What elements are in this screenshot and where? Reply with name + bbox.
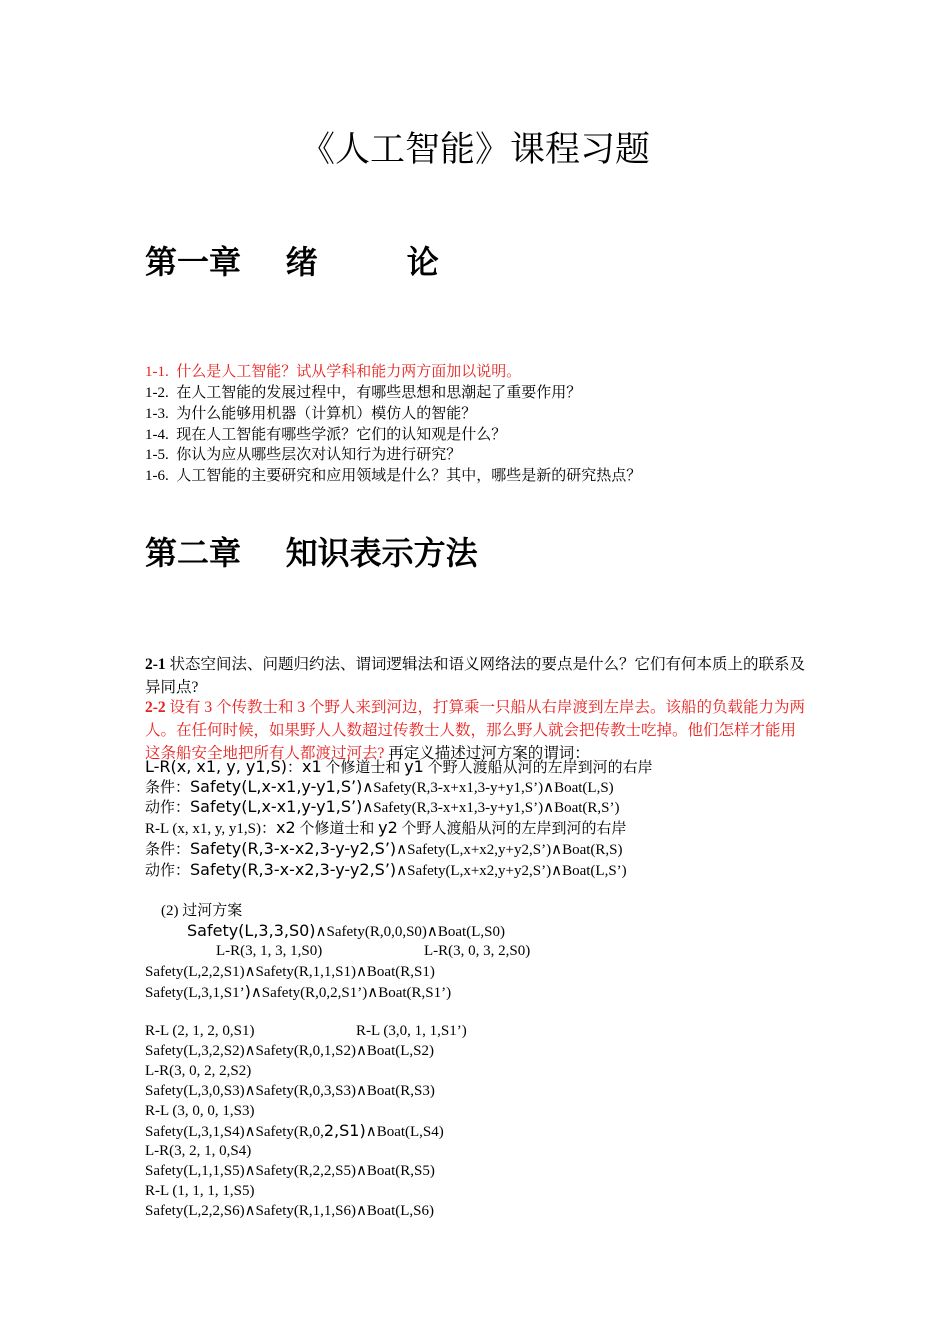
rl-condition-label: 条件： xyxy=(145,842,191,858)
plan-step5: L-R(3, 2, 1, 0,S4) xyxy=(145,1143,252,1159)
rl-action-formula-b: ∧Safety(L,x+x2,y+y2,S’)∧Boat(L,S’) xyxy=(396,863,627,879)
lr-colon: ： xyxy=(287,760,303,776)
question-1-5: 1-5. 你认为应从哪些层次对认知行为进行研究？ xyxy=(145,447,462,463)
plan-state-s6: Safety(L,2,2,S6)∧Safety(R,1,1,S6)∧Boat(L,S6) xyxy=(145,1203,435,1219)
plan-state-s4-c: ∧Boat(L,S4) xyxy=(365,1124,444,1140)
lr-action-label: 动作： xyxy=(145,800,191,816)
rl-condition-formula-b: ∧Safety(L,x+x2,y+y2,S’)∧Boat(R,S) xyxy=(396,842,623,858)
plan-step3: L-R(3, 0, 2, 2,S2) xyxy=(145,1063,252,1079)
lr-y1: y1 xyxy=(404,757,424,776)
lr-text-a: 个修道士和 xyxy=(321,760,405,776)
question-1-1: 1-1. 什么是人工智能？试从学科和能力两方面加以说明。 xyxy=(145,364,522,380)
chapter2-heading: 第二章 知识表示方法 xyxy=(145,534,478,572)
rl-x2: x2 xyxy=(275,818,296,837)
lr-signature: L-R(x, x1, y, y1,S) xyxy=(145,757,287,776)
lr-condition xyxy=(145,777,614,798)
lr-condition-formula-a: Safety(L,x-x1,y-y1,S’) xyxy=(190,777,363,796)
plan-state-s0 xyxy=(187,921,505,942)
plan-state-s4 xyxy=(145,1121,444,1142)
chapter1-heading: 第一章 绪 论 xyxy=(145,243,439,281)
lr-condition-label: 条件： xyxy=(145,780,191,796)
plan-state-s0-b: ∧Safety(R,0,0,S0)∧Boat(L,S0) xyxy=(315,924,505,940)
plan-state-s1p-a: Safety(L,3,1,S1’ xyxy=(145,985,245,1001)
question-2-2-text: 设有 3 个传教士和 3 个野人来到河边，打算乘一只船从右岸渡到左岸去。该船的负载能力为两人。在任何时候，如果野人人数超过传教士人数，那么野人就会把传教士吃掉。他们怎样才能用这条船安全地把所有人都渡过河去? xyxy=(145,699,806,762)
lr-action xyxy=(145,797,620,818)
lr-definition xyxy=(145,757,653,778)
rl-definition xyxy=(145,818,627,839)
plan-state-s1p-b: ) xyxy=(244,982,251,1001)
document-title: 《人工智能》课程习题 xyxy=(299,130,650,170)
lr-action-formula-b: ∧Safety(R,3-x+x1,3-y+y1,S’)∧Boat(R,S’) xyxy=(362,800,620,816)
rl-text-a: 个修道士和 xyxy=(295,821,379,837)
plan-state-s1p-c: ∧Safety(R,0,2,S1’)∧Boat(R,S1’) xyxy=(250,985,452,1001)
question-1-4: 1-4. 现在人工智能有哪些学派？它们的认知观是什么？ xyxy=(145,427,507,443)
lr-condition-formula-b: ∧Safety(R,3-x+x1,3-y+y1,S’)∧Boat(L,S) xyxy=(362,780,614,796)
question-2-1-number: 2-1 xyxy=(145,656,166,673)
rl-action-label: 动作： xyxy=(145,863,191,879)
lr-x1: x1 xyxy=(302,757,322,776)
question-1-2: 1-2. 在人工智能的发展过程中，有哪些思想和思潮起了重要作用？ xyxy=(145,385,582,401)
plan-heading: (2) 过河方案 xyxy=(161,903,243,919)
plan-state-s4-a: Safety(L,3,1,S4)∧Safety(R,0, xyxy=(145,1124,324,1140)
question-2-1 xyxy=(145,653,810,699)
plan-step1-right: L-R(3, 0, 3, 2,S0) xyxy=(424,943,531,959)
plan-state-s2: Safety(L,3,2,S2)∧Safety(R,0,1,S2)∧Boat(L,S2) xyxy=(145,1043,435,1059)
plan-step4: R-L (3, 0, 0, 1,S3) xyxy=(145,1103,255,1119)
plan-step2-right: R-L (3,0, 1, 1,S1’) xyxy=(356,1023,467,1039)
plan-state-s3: Safety(L,3,0,S3)∧Safety(R,0,3,S3)∧Boat(R,S3) xyxy=(145,1083,435,1099)
question-2-1-text: 状态空间法、问题归约法、谓词逻辑法和语义网络法的要点是什么？它们有何本质上的联系及异同点? xyxy=(145,656,806,696)
lr-text-b: 个野人渡船从河的左岸到河的右岸 xyxy=(423,760,653,776)
question-2-2 xyxy=(145,696,810,765)
rl-action-formula-a: Safety(R,3-x-x2,3-y-y2,S’) xyxy=(190,860,397,879)
question-2-2-number: 2-2 xyxy=(145,699,166,716)
rl-text-b: 个野人渡船从河的左岸到河的右岸 xyxy=(397,821,627,837)
plan-state-s1-prime xyxy=(145,982,451,1003)
rl-condition xyxy=(145,839,623,860)
plan-step1-left: L-R(3, 1, 3, 1,S0) xyxy=(216,943,323,959)
plan-state-s4-b: 2,S1) xyxy=(323,1121,366,1140)
rl-y2: y2 xyxy=(378,818,398,837)
plan-state-s0-a: Safety(L,3,3,S0) xyxy=(187,921,316,940)
question-2-2-predicate-intro: 再定义描述过河方案的谓词： xyxy=(384,745,590,762)
rl-action xyxy=(145,860,627,881)
plan-step6: R-L (1, 1, 1, 1,S5) xyxy=(145,1183,255,1199)
rl-signature: R-L (x, x1, y, y1,S)： xyxy=(145,821,276,837)
plan-state-s5: Safety(L,1,1,S5)∧Safety(R,2,2,S5)∧Boat(R,S5) xyxy=(145,1163,435,1179)
plan-step2-left: R-L (2, 1, 2, 0,S1) xyxy=(145,1023,255,1039)
question-1-6: 1-6. 人工智能的主要研究和应用领域是什么？其中，哪些是新的研究热点？ xyxy=(145,468,642,484)
question-1-3: 1-3. 为什么能够用机器（计算机）模仿人的智能？ xyxy=(145,406,477,422)
plan-state-s1: Safety(L,2,2,S1)∧Safety(R,1,1,S1)∧Boat(R,S1) xyxy=(145,964,435,980)
lr-action-formula-a: Safety(L,x-x1,y-y1,S’) xyxy=(190,797,363,816)
rl-condition-formula-a: Safety(R,3-x-x2,3-y-y2,S’) xyxy=(190,839,397,858)
